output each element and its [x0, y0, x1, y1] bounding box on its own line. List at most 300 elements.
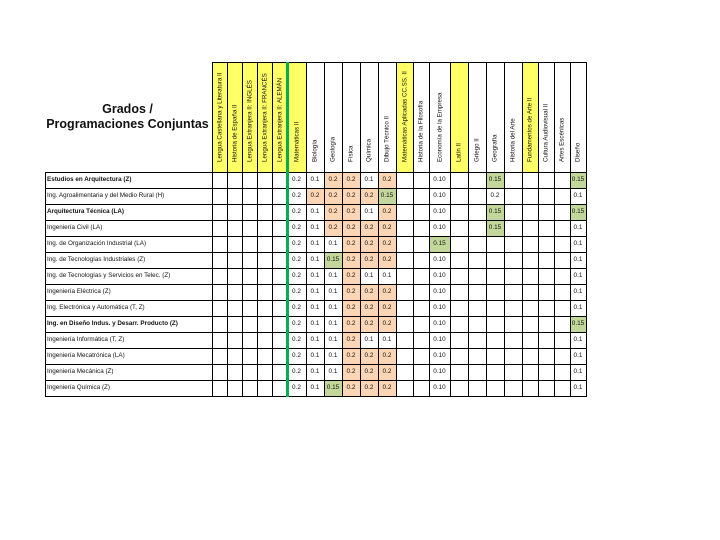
table-cell: 0.2	[292, 272, 301, 279]
table-cell	[242, 316, 257, 332]
table-cell	[450, 236, 468, 252]
table-cell	[242, 220, 257, 236]
table-cell: 0.10	[433, 272, 446, 279]
table-cell	[522, 252, 538, 268]
column-header	[522, 62, 538, 172]
table-cell	[212, 252, 227, 268]
table-cell	[413, 300, 429, 316]
table-cell	[396, 252, 413, 268]
table-cell: 0.2	[360, 220, 378, 236]
column-header-label: Diseño	[574, 142, 582, 162]
table-cell	[396, 364, 413, 380]
table-cell	[212, 364, 227, 380]
table-cell	[272, 348, 287, 364]
table-cell: 0.1	[573, 288, 583, 295]
table-cell	[212, 380, 227, 396]
column-header-label: Lengua Extranjera II: ALEMÁN	[276, 77, 283, 162]
table-cell	[486, 300, 504, 316]
column-header	[570, 62, 586, 172]
table-cell	[413, 236, 429, 252]
table-cell: 0.2	[378, 236, 396, 252]
table-cell	[396, 268, 413, 284]
table-cell	[257, 348, 272, 364]
table-cell	[554, 220, 570, 236]
table-cell: 0.10	[433, 304, 446, 311]
table-cell: 0.1	[573, 352, 583, 359]
table-cell	[413, 380, 429, 396]
table-cell	[396, 236, 413, 252]
table-cell: 0.2	[378, 220, 396, 236]
row-label: Ing. de Organización Industrial (LA)	[47, 240, 147, 247]
row-label: Ingeniería Mecánica (Z)	[47, 368, 114, 375]
grid-line	[450, 62, 451, 397]
table-cell: 0.1	[328, 368, 338, 375]
table-cell	[413, 332, 429, 348]
table-cell	[522, 364, 538, 380]
column-header	[429, 62, 450, 172]
table-cell	[212, 188, 227, 204]
grid-line	[212, 62, 213, 397]
table-cell: 0.2	[292, 320, 301, 327]
table-cell: 0.2	[378, 348, 396, 364]
table-cell	[450, 284, 468, 300]
table-cell: 0.2	[292, 288, 301, 295]
table-cell: 0.1	[573, 240, 583, 247]
table-cell: 0.1	[364, 176, 374, 183]
table-cell	[272, 332, 287, 348]
table-cell	[486, 380, 504, 396]
table-cell	[468, 188, 486, 204]
grid-line	[586, 62, 587, 397]
table-cell: 0.2	[378, 364, 396, 380]
column-header-label: Latín II	[455, 143, 463, 162]
table-cell	[554, 268, 570, 284]
table-cell	[272, 364, 287, 380]
table-cell: 0.2	[292, 208, 301, 215]
table-cell	[554, 204, 570, 220]
table-cell: 0.2	[342, 220, 360, 236]
table-cell	[242, 188, 257, 204]
table-cell	[413, 204, 429, 220]
table-cell	[468, 220, 486, 236]
table-cell	[272, 284, 287, 300]
table-cell: 0.2	[342, 204, 360, 220]
table-cell: 0.1	[573, 304, 583, 311]
table-cell: 0.1	[573, 224, 583, 231]
table-cell: 0.10	[433, 384, 446, 391]
table-cell	[413, 220, 429, 236]
row-label: Ing. de Tecnologías y Servicios en Telec. (Z)	[47, 272, 171, 279]
table-cell	[522, 316, 538, 332]
table-cell	[272, 204, 287, 220]
table-cell	[257, 316, 272, 332]
table-cell	[227, 364, 242, 380]
grid-line	[342, 62, 343, 397]
table-cell	[257, 284, 272, 300]
table-cell: 0.10	[433, 224, 446, 231]
table-cell	[538, 284, 554, 300]
row-label: Ingeniería Química (Z)	[47, 384, 110, 391]
table-cell	[554, 188, 570, 204]
column-header	[227, 62, 242, 172]
title-line-2: Programaciones Conjuntas	[46, 117, 209, 131]
table-cell: 0.15	[486, 204, 504, 220]
table-cell: 0.1	[310, 384, 320, 391]
table-cell	[504, 364, 522, 380]
table-cell: 0.1	[382, 272, 392, 279]
table-cell: 0.1	[364, 336, 374, 343]
table-cell	[227, 204, 242, 220]
table-cell: 0.2	[342, 380, 360, 396]
table-cell: 0.10	[433, 176, 446, 183]
table-cell	[450, 204, 468, 220]
table-cell	[504, 348, 522, 364]
column-header	[287, 62, 306, 172]
row-label: Arquitectura Técnica (LA)	[47, 208, 124, 215]
table-cell: 0.1	[310, 256, 320, 263]
table-cell	[272, 220, 287, 236]
table-cell: 0.1	[573, 368, 583, 375]
table-cell	[212, 332, 227, 348]
table-cell: 0.1	[310, 224, 320, 231]
table-cell: 0.1	[328, 272, 338, 279]
title-line-1: Grados /	[102, 102, 153, 116]
table-cell: 0.2	[292, 176, 301, 183]
table-cell	[396, 172, 413, 188]
table-cell	[450, 220, 468, 236]
table-cell: 0.2	[292, 240, 301, 247]
table-cell	[450, 188, 468, 204]
table-cell	[242, 364, 257, 380]
table-cell: 0.1	[310, 352, 320, 359]
row-label: Ingeniería Informática (T, Z)	[47, 336, 125, 343]
table-cell	[538, 364, 554, 380]
grid-line	[396, 62, 397, 397]
column-header-label: Lengua Castellana y Literatura II	[216, 72, 223, 162]
table-cell	[242, 252, 257, 268]
table-cell	[257, 252, 272, 268]
table-cell: 0.2	[378, 284, 396, 300]
table-cell: 0.2	[378, 172, 396, 188]
table-cell	[227, 188, 242, 204]
column-header-label: Biología	[311, 139, 319, 162]
table-cell	[504, 220, 522, 236]
table-cell	[522, 348, 538, 364]
table-cell: 0.15	[570, 172, 586, 188]
column-header-label: Física	[347, 145, 355, 162]
grid-line	[429, 62, 430, 397]
table-cell	[212, 236, 227, 252]
table-cell: 0.2	[360, 348, 378, 364]
grid-line	[324, 62, 325, 397]
table-cell	[450, 364, 468, 380]
column-header-label: Geografía	[491, 134, 499, 162]
table-cell	[504, 188, 522, 204]
table-cell	[486, 236, 504, 252]
table-cell	[486, 268, 504, 284]
column-header	[272, 62, 287, 172]
table-cell: 0.15	[429, 236, 450, 252]
table-cell: 0.10	[433, 352, 446, 359]
grid-line	[570, 62, 571, 397]
row-label: Estudios en Arquitectura (Z)	[47, 176, 132, 183]
column-header	[378, 62, 396, 172]
grid-line	[486, 62, 487, 397]
table-cell: 0.1	[310, 176, 320, 183]
column-header	[554, 62, 570, 172]
row-label: Ingeniería Eléctrica (Z)	[47, 288, 111, 295]
table-cell: 0.2	[292, 224, 301, 231]
table-cell: 0.10	[433, 320, 446, 327]
table-cell: 0.2	[292, 336, 301, 343]
table-cell	[272, 380, 287, 396]
table-cell	[413, 252, 429, 268]
table-cell	[227, 220, 242, 236]
table-cell: 0.15	[378, 188, 396, 204]
table-cell	[468, 236, 486, 252]
table-cell: 0.2	[360, 252, 378, 268]
table-cell	[413, 364, 429, 380]
table-cell	[450, 380, 468, 396]
column-header	[242, 62, 257, 172]
table-cell: 0.2	[292, 352, 301, 359]
table-cell	[272, 252, 287, 268]
table-cell: 0.15	[486, 172, 504, 188]
table-cell	[538, 204, 554, 220]
column-header-label: Historia del Arte	[509, 118, 517, 162]
table-cell	[538, 380, 554, 396]
table-cell: 0.15	[486, 220, 504, 236]
table-cell	[554, 332, 570, 348]
table-cell	[504, 284, 522, 300]
table-cell	[212, 268, 227, 284]
table-cell	[522, 300, 538, 316]
table-cell	[413, 188, 429, 204]
table-cell	[538, 316, 554, 332]
grid-line	[468, 62, 469, 397]
table-cell: 0.2	[292, 256, 301, 263]
column-header-label: Química	[365, 138, 373, 162]
table-cell	[242, 268, 257, 284]
table-cell	[522, 220, 538, 236]
table-cell: 0.2	[292, 304, 301, 311]
table-cell	[450, 268, 468, 284]
table-cell	[450, 172, 468, 188]
table-cell: 0.10	[433, 336, 446, 343]
table-cell	[227, 172, 242, 188]
table-cell	[272, 300, 287, 316]
table-cell	[242, 300, 257, 316]
table-cell	[257, 380, 272, 396]
table-cell	[257, 172, 272, 188]
table-cell	[504, 252, 522, 268]
table-cell	[504, 236, 522, 252]
table-cell	[242, 380, 257, 396]
table-cell	[554, 380, 570, 396]
table-cell	[522, 204, 538, 220]
table-cell	[257, 188, 272, 204]
table-cell	[486, 252, 504, 268]
table-cell: 0.2	[378, 316, 396, 332]
table-cell: 0.1	[328, 304, 338, 311]
grid-line	[504, 62, 505, 397]
table-cell	[486, 316, 504, 332]
table-cell	[538, 220, 554, 236]
table-cell	[468, 252, 486, 268]
table-cell: 0.2	[342, 236, 360, 252]
column-header	[468, 62, 486, 172]
table-cell	[450, 316, 468, 332]
table-cell	[468, 300, 486, 316]
table-cell: 0.2	[360, 380, 378, 396]
table-cell	[504, 332, 522, 348]
table-cell: 0.10	[433, 368, 446, 375]
column-header	[450, 62, 468, 172]
grid-line	[306, 62, 307, 397]
table-cell: 0.2	[342, 268, 360, 284]
table-cell: 0.1	[573, 384, 583, 391]
table-cell	[450, 348, 468, 364]
table-cell	[396, 204, 413, 220]
table-cell	[227, 284, 242, 300]
table-cell	[538, 252, 554, 268]
column-header-label: Lengua Extranjera II: INGLÉS	[246, 80, 253, 162]
table-cell: 0.1	[573, 272, 583, 279]
table-cell: 0.1	[364, 208, 374, 215]
table-cell	[257, 204, 272, 220]
table-cell	[212, 348, 227, 364]
table-cell	[486, 364, 504, 380]
table-cell	[538, 268, 554, 284]
table-cell: 0.1	[382, 336, 392, 343]
table-cell	[504, 268, 522, 284]
table-cell: 0.2	[324, 204, 342, 220]
table-cell: 0.10	[433, 256, 446, 263]
table-cell	[554, 300, 570, 316]
column-header	[413, 62, 429, 172]
table-cell	[212, 220, 227, 236]
table-cell	[396, 316, 413, 332]
column-header	[486, 62, 504, 172]
grid-line	[242, 62, 243, 397]
table-cell: 0.2	[342, 188, 360, 204]
table-cell	[272, 316, 287, 332]
table-cell	[468, 316, 486, 332]
table-cell	[227, 236, 242, 252]
table-cell	[272, 172, 287, 188]
table-cell	[242, 236, 257, 252]
grid-line	[522, 62, 523, 397]
grid-line	[272, 62, 273, 397]
table-cell	[538, 332, 554, 348]
table-cell	[554, 252, 570, 268]
grid-line	[360, 62, 361, 397]
row-label: Ing. en Diseño Indus. y Desarr. Producto (Z)	[47, 320, 178, 327]
grid-line	[212, 62, 586, 63]
table-cell: 0.2	[292, 384, 301, 391]
table-cell	[468, 348, 486, 364]
row-label: Ing. Electrónica y Automática (T, Z)	[47, 304, 145, 311]
table-cell: 0.2	[378, 380, 396, 396]
column-header-label: Dibujo Técnico II	[383, 116, 391, 162]
table-cell	[468, 364, 486, 380]
table-cell: 0.2	[324, 172, 342, 188]
grid-line	[227, 62, 228, 397]
column-header	[257, 62, 272, 172]
table-cell: 0.2	[324, 220, 342, 236]
highlight-line	[286, 62, 289, 397]
table-cell: 0.2	[490, 192, 500, 199]
table-cell	[242, 332, 257, 348]
table-cell	[486, 284, 504, 300]
column-header	[212, 62, 227, 172]
grid-line	[257, 62, 258, 397]
table-cell	[538, 172, 554, 188]
table-cell: 0.2	[292, 368, 301, 375]
table-cell: 0.1	[310, 208, 320, 215]
table-cell: 0.1	[573, 336, 583, 343]
table-cell	[396, 188, 413, 204]
table-cell	[257, 300, 272, 316]
table-cell	[450, 252, 468, 268]
grid-line	[413, 62, 414, 397]
table-cell	[554, 316, 570, 332]
table-cell	[396, 348, 413, 364]
table-cell	[413, 316, 429, 332]
grid-line	[554, 62, 555, 397]
table-cell	[396, 332, 413, 348]
table-cell: 0.1	[310, 336, 320, 343]
table-cell: 0.1	[310, 240, 320, 247]
table-cell: 0.1	[310, 272, 320, 279]
row-label: Ing. Agroalimentaria y del Medio Rural (H)	[47, 192, 165, 199]
table-cell: 0.2	[378, 204, 396, 220]
table-cell: 0.1	[328, 240, 338, 247]
table-cell	[486, 348, 504, 364]
table-cell: 0.1	[328, 320, 338, 327]
table-cell	[554, 364, 570, 380]
table-cell	[468, 204, 486, 220]
column-header	[504, 62, 522, 172]
table-cell: 0.1	[573, 256, 583, 263]
table-cell	[242, 172, 257, 188]
table-cell: 0.2	[342, 172, 360, 188]
table-cell: 0.2	[292, 192, 301, 199]
table-cell	[468, 380, 486, 396]
table-cell: 0.1	[310, 368, 320, 375]
column-header	[306, 62, 324, 172]
table-cell	[468, 172, 486, 188]
column-header	[538, 62, 554, 172]
column-header-label: Cultura Audiovisual II	[542, 103, 550, 162]
table-cell	[538, 300, 554, 316]
table-cell	[538, 188, 554, 204]
table-cell	[504, 204, 522, 220]
table-cell	[413, 172, 429, 188]
table-cell: 0.1	[328, 336, 338, 343]
table-cell: 0.2	[360, 188, 378, 204]
table-cell	[554, 348, 570, 364]
column-header-label: Historia de España II	[231, 104, 238, 162]
table-cell	[257, 364, 272, 380]
table-cell: 0.2	[360, 236, 378, 252]
table-cell: 0.2	[360, 300, 378, 316]
table-cell	[227, 252, 242, 268]
column-header	[396, 62, 413, 172]
table-cell: 0.2	[342, 316, 360, 332]
table-cell: 0.15	[324, 252, 342, 268]
table-cell	[554, 172, 570, 188]
